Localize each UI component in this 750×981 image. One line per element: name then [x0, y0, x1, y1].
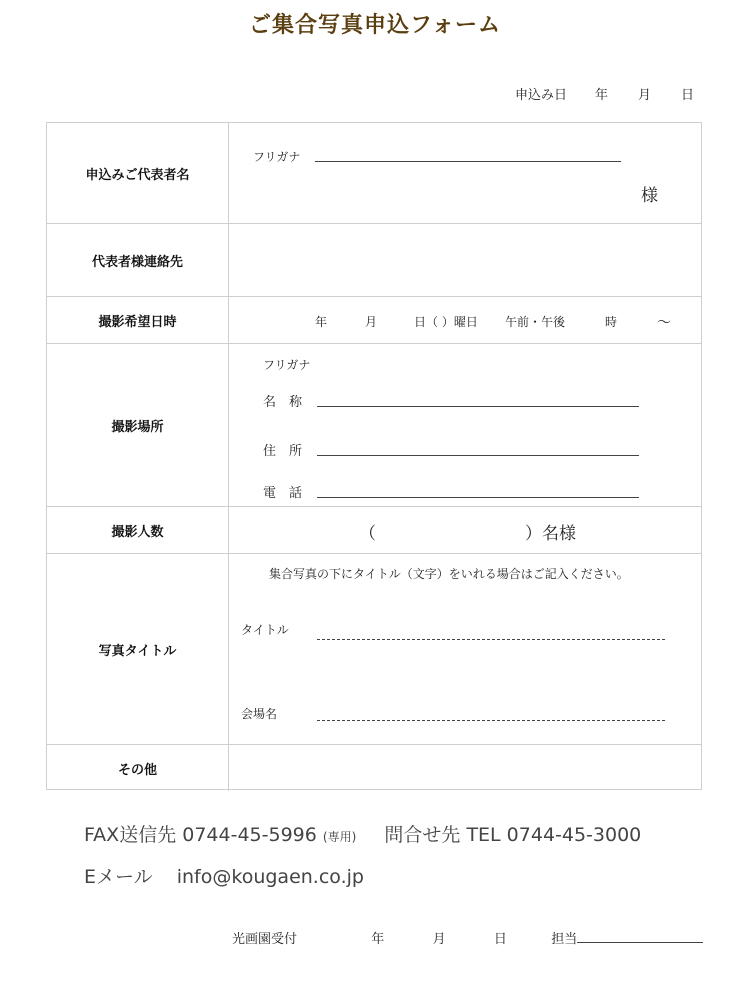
representative-furigana-line	[315, 161, 621, 162]
fax-label: FAX送信先	[84, 824, 177, 846]
row-representative	[47, 123, 701, 224]
apply-date-label: 申込み日	[514, 88, 567, 103]
footer-email	[84, 862, 364, 889]
label-photo-title: 写真タイトル	[47, 554, 229, 744]
row-location	[47, 344, 701, 507]
representative-furigana-label: フリガナ	[253, 150, 301, 164]
people-close-suffix: ）名様	[525, 524, 576, 544]
footer-fax	[84, 820, 641, 847]
label-date: 撮影希望日時	[47, 297, 229, 343]
photo-title-field[interactable]	[229, 554, 701, 744]
apply-date	[515, 84, 694, 103]
other-field[interactable]	[229, 745, 701, 791]
date-month: 月	[365, 315, 378, 329]
date-year: 年	[315, 315, 328, 329]
label-people: 撮影人数	[47, 507, 229, 553]
row-date	[47, 297, 701, 344]
fax-note: (専用)	[322, 830, 357, 844]
people-open-paren: （	[359, 524, 376, 544]
row-contact	[47, 224, 701, 297]
email-address[interactable]: info@kougaen.co.jp	[176, 866, 364, 888]
reception-year: 年	[371, 932, 385, 947]
reception-stamp	[232, 928, 703, 947]
email-label: Eメール	[84, 866, 153, 888]
representative-name-field[interactable]	[229, 123, 701, 223]
reception-label: 光画園受付	[232, 932, 298, 947]
location-furigana-label: フリガナ	[263, 358, 311, 372]
location-phone-line	[317, 497, 639, 498]
date-ampm: 午前・午後	[505, 315, 566, 329]
apply-date-month: 月	[637, 88, 651, 103]
fax-number: 0744-45-5996	[182, 824, 317, 846]
label-contact: 代表者様連絡先	[47, 224, 229, 296]
reception-day: 日	[493, 932, 507, 947]
photo-title-venue-line	[317, 720, 665, 721]
reception-staff: 担当	[551, 932, 578, 947]
page-title: ご集合写真申込フォーム	[249, 13, 501, 38]
location-name-label: 名 称	[263, 395, 303, 410]
date-field[interactable]	[229, 297, 701, 343]
photo-title-note: 集合写真の下にタイトル（文字）をいれる場合はご記入ください。	[269, 567, 629, 581]
row-people	[47, 507, 701, 554]
people-count-field[interactable]	[229, 507, 701, 553]
location-address-line	[317, 455, 639, 456]
location-name-line	[317, 406, 639, 407]
row-other	[47, 745, 701, 791]
inquiry-tel: TEL 0744-45-3000	[466, 824, 642, 846]
location-address-label: 住 所	[263, 444, 303, 459]
application-form-table	[46, 122, 702, 790]
contact-field[interactable]	[229, 224, 701, 296]
date-hour: 時	[605, 315, 618, 329]
date-tilde: 〜	[657, 315, 671, 331]
location-field[interactable]	[229, 344, 701, 506]
label-location: 撮影場所	[47, 344, 229, 506]
apply-date-year: 年	[594, 88, 608, 103]
photo-title-title-label: タイトル	[241, 623, 289, 637]
label-representative: 申込みご代表者名	[47, 123, 229, 223]
row-photo-title	[47, 554, 701, 745]
reception-staff-line[interactable]	[577, 930, 703, 943]
date-day-weekday: 日（ ）曜日	[414, 315, 478, 329]
photo-title-title-line	[317, 639, 665, 640]
photo-title-venue-label: 会場名	[241, 707, 278, 721]
location-phone-label: 電 話	[263, 486, 303, 501]
apply-date-day: 日	[680, 88, 694, 103]
label-other: その他	[47, 745, 229, 791]
inquiry-label: 問合せ先	[384, 824, 461, 846]
representative-honorific: 様	[641, 186, 658, 206]
reception-month: 月	[432, 932, 446, 947]
